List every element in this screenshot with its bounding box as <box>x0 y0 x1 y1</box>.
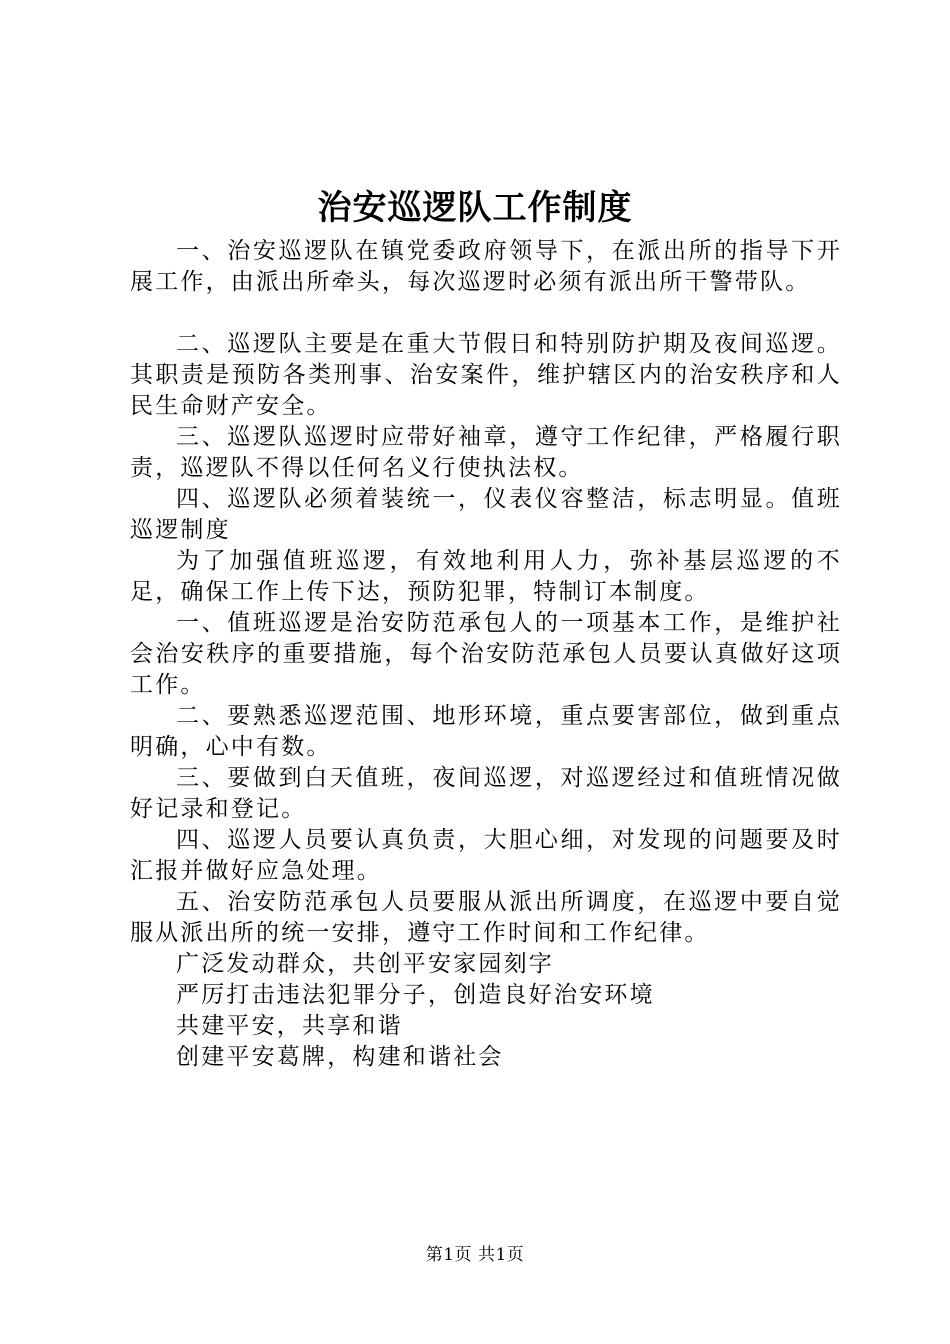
document-title: 治安巡逻队工作制度 <box>317 188 633 228</box>
paragraph-duty-obedience: 五、治安防范承包人员要服从派出所调度，在巡逻中要自觉服从派出所的统一安排，遵守工作时间和工作纪律。 <box>130 889 842 946</box>
paragraph-patrol-duties: 二、巡逻队主要是在重大节假日和特别防护期及夜间巡逻。其职责是预防各类刑事、治安案件，维护辖区内的治安秩序和人民生命财产安全。 <box>130 331 842 419</box>
paragraph-duty-records: 三、要做到白天值班，夜间巡逻，对巡逻经过和值班情况做好记录和登记。 <box>130 765 842 822</box>
paragraph-duty-responsibility: 四、巡逻人员要认真负责，大胆心细，对发现的问题要及时汇报并做好应急处理。 <box>130 827 842 884</box>
paragraph-patrol-leadership: 一、治安巡逻队在镇党委政府领导下，在派出所的指导下开展工作，由派出所牵头，每次巡逻时必须有派出所干警带队。 <box>130 238 842 295</box>
paragraph-patrol-discipline: 三、巡逻队巡逻时应带好袖章，遵守工作纪律，严格履行职责，巡逻队不得以任何名义行使执法权。 <box>130 424 842 481</box>
paragraph-duty-basic-work: 一、值班巡逻是治安防范承包人的一项基本工作，是维护社会治安秩序的重要措施，每个治安防范承包人员要认真做好这项工作。 <box>130 610 842 698</box>
slogan-line: 严厉打击违法犯罪分子，创造良好治安环境 <box>176 982 655 1008</box>
document-body <box>130 236 842 1073</box>
slogan-line: 创建平安葛牌，构建和谐社会 <box>176 1044 504 1070</box>
paragraph-spacer <box>130 298 842 329</box>
paragraph-patrol-uniform: 四、巡逻队必须着装统一，仪表仪容整洁，标志明显。值班巡逻制度 <box>130 486 842 543</box>
slogan-line: 共建平安，共享和谐 <box>176 1013 403 1039</box>
slogan-line: 广泛发动群众，共创平安家园刻字 <box>176 951 554 977</box>
page-footer: 第1页 共1页 <box>425 1245 525 1265</box>
paragraph-duty-familiarity: 二、要熟悉巡逻范围、地形环境，重点要害部位，做到重点明确，心中有数。 <box>130 703 842 760</box>
paragraph-duty-purpose: 为了加强值班巡逻，有效地利用人力，弥补基层巡逻的不足，确保工作上传下达，预防犯罪，特制订本制度。 <box>130 548 842 605</box>
